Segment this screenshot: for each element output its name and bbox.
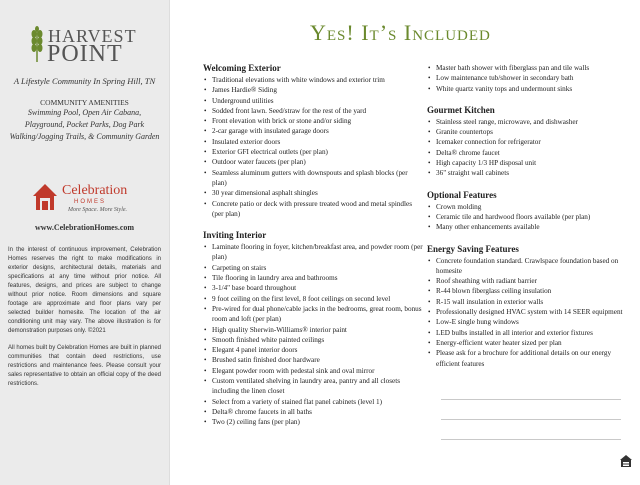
feature-list — [203, 242, 423, 427]
sidebar — [0, 0, 170, 485]
amenities-line: Walking/Jogging Trails, & Community Garden — [9, 132, 160, 141]
disclaimer-paragraph: All homes built by Celebration Homes are built in planned communities that contain deed restrictions, use restrictions and maintenance fees. Please consult your sales representative to obtain an official copy of the deed restrictions. — [8, 345, 161, 387]
feature-list — [427, 202, 627, 233]
list-item: • LED bulbs installed in all interior and exterior fixtures — [427, 328, 627, 338]
list-item: • Granite countertops — [427, 127, 627, 137]
list-item: • Sodded front lawn. Seed/straw for the rest of the yard — [203, 106, 423, 116]
section-title: Gourmet Kitchen — [427, 104, 495, 115]
list-item: • Please ask for a brochure for additional details on our energy efficient features — [427, 348, 627, 369]
amenities-line: Swimming Pool, Open Air Cabana, — [27, 108, 142, 117]
website-link[interactable]: www.CelebrationHomes.com — [34, 223, 135, 232]
list-item: • Laminate flooring in foyer, kitchen/breakfast area, and powder room (per plan) — [203, 242, 423, 263]
list-item: • Insulated exterior doors — [203, 137, 423, 147]
feature-list — [203, 75, 423, 219]
notes-lines — [441, 380, 621, 440]
list-item: • Concrete foundation standard. Crawlspace foundation based on homesite — [427, 256, 627, 277]
wheat-icon — [30, 26, 44, 62]
note-line — [441, 400, 621, 420]
list-item: • Master bath shower with fiberglass pan and tile walls — [427, 63, 627, 73]
feature-list — [427, 256, 627, 369]
list-item: • 9 foot ceiling on the first level, 8 foot ceilings on second level — [203, 294, 423, 304]
disclaimer — [6, 246, 163, 389]
list-item: • R-15 wall insulation in exterior walls — [427, 297, 627, 307]
list-item: • Two (2) ceiling fans (per plan) — [203, 417, 423, 427]
list-item: • Underground utilities — [203, 96, 423, 106]
disclaimer-paragraph: In the interest of continuous improvement, Celebration Homes reserves the right to make modifications in exterior designs, architectural details, materials and specifications at any time without prior notice. All features, designs, and prices are subject to change without prior notice. Room dimensions and square footage are approximate and floor plans vary per selected builder homesite. The location of the air conditioning unit may vary. The above illustration is for demonstration purposes only. ©2021 — [8, 247, 161, 334]
list-item: • Exterior GFI electrical outlets (per plan) — [203, 147, 423, 157]
section-title: Optional Features — [427, 189, 497, 200]
list-item: • Front elevation with brick or stone and/or siding — [203, 116, 423, 126]
section-energy-saving — [427, 244, 627, 369]
list-item: • Brushed satin finished door hardware — [203, 355, 423, 365]
page-title: Yes! It’s Included — [310, 20, 491, 45]
list-item: • Stainless steel range, microwave, and dishwasher — [427, 117, 627, 127]
list-item: • Seamless aluminum gutters with downspouts and splash blocks (per plan) — [203, 168, 423, 189]
list-item: • Many other enhancements available — [427, 222, 627, 232]
builder-slogan: More Space. More Style. — [68, 207, 128, 213]
feature-list — [427, 63, 627, 94]
amenities-line: Playground, Pocket Parks, Dog Park — [24, 120, 145, 129]
list-item: • Ceramic tile and hardwood floors available (per plan) — [427, 212, 627, 222]
list-item: • Crown molding — [427, 202, 627, 212]
left-column — [203, 63, 423, 428]
list-item: • Pre-wired for dual phone/cable jacks in the bedrooms, great room, bonus room and loft (per plan) — [203, 304, 423, 325]
brand-name-main: POINT — [47, 41, 123, 67]
list-item: • High capacity 1/3 HP disposal unit — [427, 158, 627, 168]
builder-name: Celebration — [62, 183, 128, 198]
list-item: • Icemaker connection for refrigerator — [427, 137, 627, 147]
section-inviting-interior — [203, 230, 423, 427]
list-item: • 2-car garage with insulated garage doors — [203, 126, 423, 136]
list-item: • 36" straight wall cabinets — [427, 168, 627, 178]
harvest-point-logo — [6, 8, 163, 67]
equal-housing-icon — [619, 454, 633, 468]
list-item: • Traditional elevations with white windows and exterior trim — [203, 75, 423, 85]
section-welcoming-exterior — [203, 63, 423, 219]
house-icon — [32, 182, 58, 212]
amenities-title: COMMUNITY AMENITIES — [40, 98, 129, 107]
list-item: • R-44 blown fiberglass ceiling insulation — [427, 286, 627, 296]
list-item: • Low-E single hung windows — [427, 317, 627, 327]
list-item: • Roof sheathing with radiant barrier — [427, 276, 627, 286]
list-item: • White quartz vanity tops and undermount sinks — [427, 84, 627, 94]
celebration-homes-logo — [6, 181, 163, 221]
features-panel — [170, 0, 640, 485]
section-title: Welcoming Exterior — [203, 63, 281, 73]
list-item: • Professionally designed HVAC system with 14 SEER equipment — [427, 307, 627, 317]
builder-sub: HOMES — [74, 199, 107, 205]
list-item: • Smooth finished white painted ceilings — [203, 335, 423, 345]
list-item: • 3-1/4" base board throughout — [203, 283, 423, 293]
tagline: A Lifestyle Community In Spring Hill, TN — [13, 76, 156, 86]
list-item: • Elegant powder room with pedestal sink and oval mirror — [203, 366, 423, 376]
list-item: • Delta® chrome faucets in all baths — [203, 407, 423, 417]
list-item: • James Hardie® Siding — [203, 85, 423, 95]
feature-list — [427, 117, 627, 179]
list-item: • 30 year dimensional asphalt shingles — [203, 188, 423, 198]
list-item: • Tile flooring in laundry area and bathrooms — [203, 273, 423, 283]
note-line — [441, 380, 621, 400]
section-title: Inviting Interior — [203, 230, 267, 241]
section-bath — [427, 63, 627, 94]
list-item: • Outdoor water faucets (per plan) — [203, 157, 423, 167]
list-item: • Select from a variety of stained flat panel cabinets (level 1) — [203, 397, 423, 407]
section-optional-features — [427, 190, 627, 233]
list-item: • Delta® chrome faucet — [427, 148, 627, 158]
list-item: • Low maintenance tub/shower in secondary bath — [427, 73, 627, 83]
list-item: • High quality Sherwin-Williams® interior paint — [203, 325, 423, 335]
list-item: • Energy-efficient water heater sized per plan — [427, 338, 627, 348]
note-line — [441, 420, 621, 440]
section-gourmet-kitchen — [427, 105, 627, 179]
section-title: Energy Saving Features — [427, 243, 519, 254]
list-item: • Carpeting on stairs — [203, 263, 423, 273]
list-item: • Elegant 4 panel interior doors — [203, 345, 423, 355]
list-item: • Concrete patio or deck with pressure treated wood and metal spindles (per plan) — [203, 199, 423, 220]
right-column — [427, 63, 627, 369]
list-item: • Custom ventilated shelving in laundry area, pantry and all closets including the linen closet — [203, 376, 423, 397]
brand-name-top: HARVEST — [48, 26, 137, 46]
